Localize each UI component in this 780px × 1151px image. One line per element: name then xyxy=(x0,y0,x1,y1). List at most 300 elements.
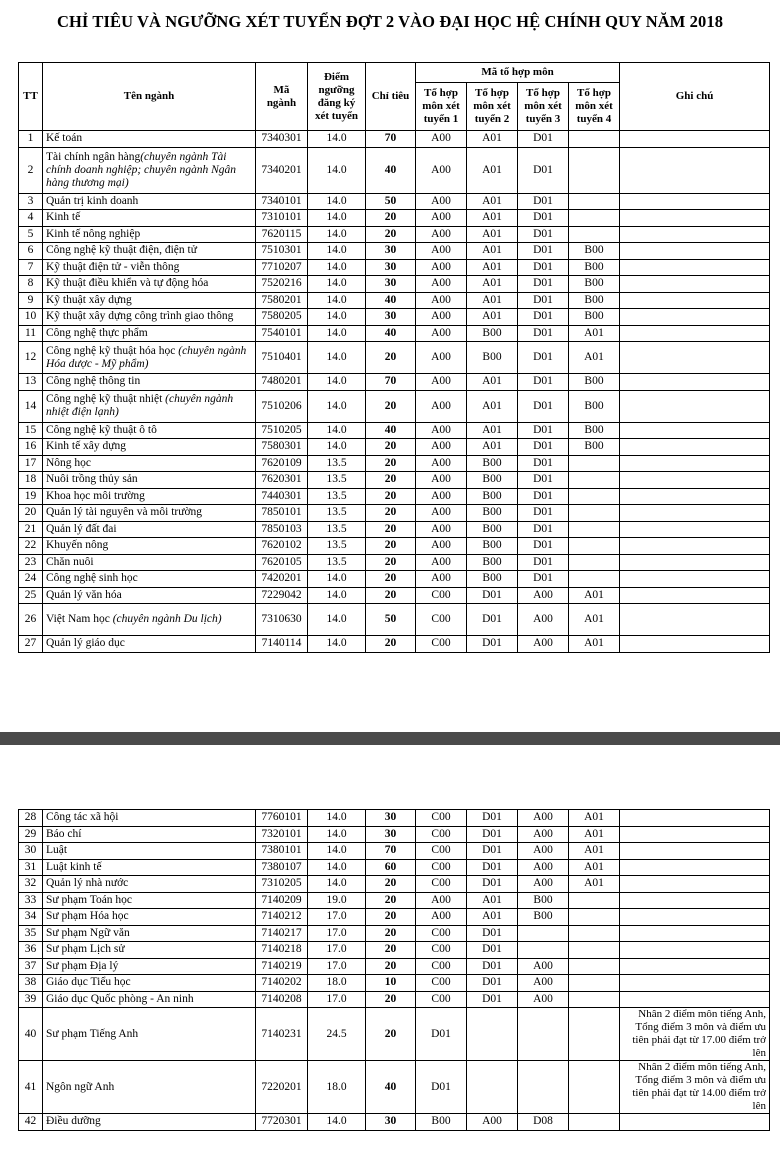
combo-4 xyxy=(569,193,620,210)
quota: 30 xyxy=(366,243,416,260)
combo-2: A01 xyxy=(467,243,518,260)
quota: 40 xyxy=(366,325,416,342)
program-specialization: (chuyên ngành Du lịch) xyxy=(112,613,222,625)
program-name-text: Kế toán xyxy=(46,132,83,145)
threshold-score: 17.0 xyxy=(308,942,366,959)
combo-3: A00 xyxy=(518,975,569,992)
quota: 70 xyxy=(366,131,416,148)
combo-1: A00 xyxy=(416,210,467,227)
row-number: 24 xyxy=(19,571,43,588)
combo-3: A00 xyxy=(518,859,569,876)
quota: 70 xyxy=(366,374,416,391)
combo-2: B00 xyxy=(467,455,518,472)
program-name-text: Chăn nuôi xyxy=(46,555,94,568)
program-name xyxy=(43,991,256,1008)
combo-3: D01 xyxy=(518,193,569,210)
program-name xyxy=(43,876,256,893)
note xyxy=(620,147,770,193)
program-name xyxy=(43,810,256,827)
combo-3: D01 xyxy=(518,554,569,571)
row-number: 5 xyxy=(19,226,43,243)
program-name-text: Kinh tế xyxy=(46,211,81,224)
row-number: 25 xyxy=(19,587,43,604)
program-code: 7760101 xyxy=(256,810,308,827)
combo-3: A00 xyxy=(518,876,569,893)
quota: 20 xyxy=(366,390,416,422)
combo-2 xyxy=(467,1061,518,1114)
row-number: 16 xyxy=(19,439,43,456)
quota: 60 xyxy=(366,859,416,876)
threshold-score: 24.5 xyxy=(308,1008,366,1061)
combo-1: C00 xyxy=(416,876,467,893)
program-code: 7140114 xyxy=(256,636,308,653)
combo-1: C00 xyxy=(416,843,467,860)
quota: 30 xyxy=(366,1114,416,1131)
combo-4 xyxy=(569,505,620,522)
program-code: 7320101 xyxy=(256,826,308,843)
combo-4 xyxy=(569,975,620,992)
quota: 20 xyxy=(366,439,416,456)
note xyxy=(620,942,770,959)
combo-1: A00 xyxy=(416,193,467,210)
combo-3: D01 xyxy=(518,276,569,293)
threshold-score: 14.0 xyxy=(308,826,366,843)
quota: 20 xyxy=(366,538,416,555)
header-quota: Chỉ tiêu xyxy=(366,63,416,131)
program-name xyxy=(43,1008,256,1061)
program-code: 7140217 xyxy=(256,925,308,942)
program-name xyxy=(43,587,256,604)
combo-3: A00 xyxy=(518,991,569,1008)
program-name xyxy=(43,925,256,942)
combo-1: A00 xyxy=(416,505,467,522)
program-name xyxy=(43,942,256,959)
combo-2 xyxy=(467,1008,518,1061)
combo-2: A01 xyxy=(467,259,518,276)
threshold-score: 17.0 xyxy=(308,909,366,926)
combo-4 xyxy=(569,942,620,959)
header-name: Tên ngành xyxy=(43,63,256,131)
program-name xyxy=(43,521,256,538)
quota: 30 xyxy=(366,259,416,276)
program-name-text: Sư phạm Toán học xyxy=(46,893,133,906)
combo-4: B00 xyxy=(569,390,620,422)
quota: 20 xyxy=(366,554,416,571)
combo-3: B00 xyxy=(518,892,569,909)
table-row xyxy=(19,826,770,843)
combo-3: D01 xyxy=(518,505,569,522)
combo-1: C00 xyxy=(416,991,467,1008)
program-name xyxy=(43,342,256,374)
program-name-text: Sư phạm Địa lý xyxy=(46,959,119,972)
combo-1: A00 xyxy=(416,342,467,374)
combo-4 xyxy=(569,147,620,193)
combo-1: A00 xyxy=(416,554,467,571)
program-code: 7480201 xyxy=(256,374,308,391)
combo-3 xyxy=(518,1061,569,1114)
row-number: 38 xyxy=(19,975,43,992)
threshold-score: 14.0 xyxy=(308,243,366,260)
program-code: 7140231 xyxy=(256,1008,308,1061)
threshold-score: 14.0 xyxy=(308,390,366,422)
program-name-text: Việt Nam học xyxy=(46,613,113,625)
combo-1: A00 xyxy=(416,309,467,326)
table-row xyxy=(19,259,770,276)
threshold-score: 13.5 xyxy=(308,505,366,522)
threshold-score: 17.0 xyxy=(308,958,366,975)
combo-1: C00 xyxy=(416,587,467,604)
threshold-score: 13.5 xyxy=(308,472,366,489)
combo-2: A01 xyxy=(467,131,518,148)
combo-4 xyxy=(569,488,620,505)
note xyxy=(620,925,770,942)
combo-1: A00 xyxy=(416,226,467,243)
combo-3: D01 xyxy=(518,147,569,193)
row-number: 19 xyxy=(19,488,43,505)
threshold-score: 14.0 xyxy=(308,374,366,391)
program-name xyxy=(43,488,256,505)
quota: 40 xyxy=(366,147,416,193)
row-number: 1 xyxy=(19,131,43,148)
quota: 50 xyxy=(366,193,416,210)
quota: 20 xyxy=(366,342,416,374)
program-name-text: Công nghệ sinh học xyxy=(46,572,138,585)
note xyxy=(620,439,770,456)
program-name-text: Sư phạm Lịch sử xyxy=(46,943,125,956)
row-number: 22 xyxy=(19,538,43,555)
combo-3: A00 xyxy=(518,604,569,636)
combo-4: B00 xyxy=(569,292,620,309)
program-code: 7620109 xyxy=(256,455,308,472)
program-name-text: Báo chí xyxy=(46,827,82,840)
program-name-text: Công nghệ thực phẩm xyxy=(46,326,148,339)
note xyxy=(620,991,770,1008)
combo-2: A01 xyxy=(467,374,518,391)
threshold-score: 14.0 xyxy=(308,810,366,827)
combo-4 xyxy=(569,991,620,1008)
threshold-score: 14.0 xyxy=(308,193,366,210)
threshold-score: 14.0 xyxy=(308,259,366,276)
threshold-score: 13.5 xyxy=(308,455,366,472)
note xyxy=(620,958,770,975)
table-row xyxy=(19,422,770,439)
program-name xyxy=(43,636,256,653)
combo-2: D01 xyxy=(467,876,518,893)
note xyxy=(620,226,770,243)
table-row xyxy=(19,892,770,909)
program-name-text: Ngôn ngữ Anh xyxy=(46,1080,115,1093)
combo-2: B00 xyxy=(467,538,518,555)
combo-3: D01 xyxy=(518,472,569,489)
combo-2: D01 xyxy=(467,975,518,992)
combo-4 xyxy=(569,210,620,227)
combo-3: A00 xyxy=(518,843,569,860)
combo-2: D01 xyxy=(467,991,518,1008)
combo-1: A00 xyxy=(416,259,467,276)
combo-1: A00 xyxy=(416,147,467,193)
program-name xyxy=(43,243,256,260)
row-number: 14 xyxy=(19,390,43,422)
combo-2: A01 xyxy=(467,892,518,909)
quota: 40 xyxy=(366,422,416,439)
row-number: 41 xyxy=(19,1061,43,1114)
note xyxy=(620,826,770,843)
program-code: 7140209 xyxy=(256,892,308,909)
admission-table-page-1 xyxy=(18,62,770,653)
combo-3: D01 xyxy=(518,439,569,456)
note xyxy=(620,374,770,391)
note xyxy=(620,472,770,489)
combo-4 xyxy=(569,472,620,489)
program-name-text: Công nghệ kỹ thuật nhiệt xyxy=(46,393,166,405)
row-number: 21 xyxy=(19,521,43,538)
threshold-score: 18.0 xyxy=(308,1061,366,1114)
program-name-text: Nông học xyxy=(46,456,92,469)
table-row xyxy=(19,455,770,472)
combo-3: A00 xyxy=(518,810,569,827)
threshold-score: 14.0 xyxy=(308,292,366,309)
row-number: 15 xyxy=(19,422,43,439)
combo-4: A01 xyxy=(569,859,620,876)
program-code: 7620301 xyxy=(256,472,308,489)
program-code: 7540101 xyxy=(256,325,308,342)
quota: 20 xyxy=(366,925,416,942)
combo-4 xyxy=(569,892,620,909)
program-name-text: Kỹ thuật điện tử - viễn thông xyxy=(46,260,180,273)
threshold-score: 14.0 xyxy=(308,342,366,374)
note: Nhân 2 điểm môn tiếng Anh, Tổng điểm 3 môn và điểm ưu tiên phải đạt từ 14.00 điểm trở lên xyxy=(620,1061,770,1114)
row-number: 39 xyxy=(19,991,43,1008)
row-number: 13 xyxy=(19,374,43,391)
row-number: 12 xyxy=(19,342,43,374)
table-row xyxy=(19,1008,770,1061)
program-name-text: Kỹ thuật xây dựng xyxy=(46,293,132,306)
program-name-text: Giáo dục Quốc phòng - An ninh xyxy=(46,992,194,1005)
quota: 20 xyxy=(366,521,416,538)
combo-2: D01 xyxy=(467,587,518,604)
combo-4 xyxy=(569,455,620,472)
program-code: 7140218 xyxy=(256,942,308,959)
threshold-score: 14.0 xyxy=(308,325,366,342)
combo-2: A01 xyxy=(467,210,518,227)
table-row xyxy=(19,942,770,959)
program-name xyxy=(43,472,256,489)
program-name xyxy=(43,259,256,276)
combo-4: A01 xyxy=(569,810,620,827)
threshold-score: 13.5 xyxy=(308,488,366,505)
program-code: 7420201 xyxy=(256,571,308,588)
program-name xyxy=(43,859,256,876)
combo-2: A01 xyxy=(467,909,518,926)
program-code: 7580205 xyxy=(256,309,308,326)
note xyxy=(620,505,770,522)
quota: 20 xyxy=(366,876,416,893)
table-row xyxy=(19,810,770,827)
combo-2: B00 xyxy=(467,505,518,522)
combo-2: A01 xyxy=(467,147,518,193)
combo-4: A01 xyxy=(569,342,620,374)
note xyxy=(620,488,770,505)
header-combo-4: Tổ hợp môn xét tuyển 4 xyxy=(569,83,620,131)
program-code: 7310205 xyxy=(256,876,308,893)
program-name xyxy=(43,226,256,243)
combo-4: B00 xyxy=(569,259,620,276)
combo-2: B00 xyxy=(467,342,518,374)
combo-1: D01 xyxy=(416,1008,467,1061)
table-row xyxy=(19,876,770,893)
row-number: 29 xyxy=(19,826,43,843)
combo-2: D01 xyxy=(467,604,518,636)
program-name xyxy=(43,892,256,909)
table-row xyxy=(19,1061,770,1114)
combo-2: D01 xyxy=(467,826,518,843)
combo-1: A00 xyxy=(416,422,467,439)
combo-2: D01 xyxy=(467,925,518,942)
row-number: 37 xyxy=(19,958,43,975)
program-code: 7620102 xyxy=(256,538,308,555)
note xyxy=(620,342,770,374)
table-row xyxy=(19,587,770,604)
combo-3: D01 xyxy=(518,292,569,309)
program-name xyxy=(43,909,256,926)
program-name-text: Công tác xã hội xyxy=(46,811,119,824)
note xyxy=(620,909,770,926)
table-row xyxy=(19,571,770,588)
threshold-score: 13.5 xyxy=(308,554,366,571)
program-code: 7310630 xyxy=(256,604,308,636)
combo-3: D01 xyxy=(518,455,569,472)
combo-1: A00 xyxy=(416,131,467,148)
combo-1: C00 xyxy=(416,975,467,992)
quota: 30 xyxy=(366,309,416,326)
note xyxy=(620,1114,770,1131)
combo-4: A01 xyxy=(569,636,620,653)
combo-1: A00 xyxy=(416,439,467,456)
table-row xyxy=(19,859,770,876)
program-name-text: Kinh tế xây dựng xyxy=(46,440,127,453)
row-number: 8 xyxy=(19,276,43,293)
quota: 20 xyxy=(366,636,416,653)
program-code: 7440301 xyxy=(256,488,308,505)
program-code: 7620115 xyxy=(256,226,308,243)
threshold-score: 13.5 xyxy=(308,538,366,555)
quota: 20 xyxy=(366,958,416,975)
combo-2: B00 xyxy=(467,472,518,489)
combo-4: A01 xyxy=(569,325,620,342)
threshold-score: 14.0 xyxy=(308,131,366,148)
page-separator xyxy=(0,732,780,745)
note xyxy=(620,636,770,653)
combo-3: D01 xyxy=(518,210,569,227)
quota: 10 xyxy=(366,975,416,992)
program-name xyxy=(43,843,256,860)
combo-2: A01 xyxy=(467,439,518,456)
table-row xyxy=(19,309,770,326)
threshold-score: 14.0 xyxy=(308,147,366,193)
quota: 20 xyxy=(366,226,416,243)
row-number: 35 xyxy=(19,925,43,942)
program-code: 7229042 xyxy=(256,587,308,604)
program-name-text: Luật xyxy=(46,844,68,857)
program-name xyxy=(43,422,256,439)
row-number: 30 xyxy=(19,843,43,860)
table-row xyxy=(19,210,770,227)
combo-1: A00 xyxy=(416,374,467,391)
header-code: Mã ngành xyxy=(256,63,308,131)
program-name xyxy=(43,309,256,326)
quota: 20 xyxy=(366,892,416,909)
program-name-text: Quản lý nhà nước xyxy=(46,877,129,890)
combo-3: A00 xyxy=(518,826,569,843)
program-code: 7520216 xyxy=(256,276,308,293)
table-row xyxy=(19,505,770,522)
program-code: 7510205 xyxy=(256,422,308,439)
row-number: 23 xyxy=(19,554,43,571)
combo-3: D01 xyxy=(518,226,569,243)
threshold-score: 14.0 xyxy=(308,587,366,604)
combo-1: A00 xyxy=(416,571,467,588)
table-row xyxy=(19,488,770,505)
row-number: 40 xyxy=(19,1008,43,1061)
threshold-score: 14.0 xyxy=(308,309,366,326)
program-code: 7850103 xyxy=(256,521,308,538)
note xyxy=(620,243,770,260)
row-number: 18 xyxy=(19,472,43,489)
combo-3: D01 xyxy=(518,243,569,260)
threshold-score: 14.0 xyxy=(308,571,366,588)
note xyxy=(620,131,770,148)
combo-2: D01 xyxy=(467,843,518,860)
quota: 30 xyxy=(366,276,416,293)
combo-4 xyxy=(569,554,620,571)
row-number: 33 xyxy=(19,892,43,909)
program-name-text: Kỹ thuật điều khiển và tự động hóa xyxy=(46,277,209,290)
program-name xyxy=(43,604,256,636)
combo-3: D01 xyxy=(518,374,569,391)
row-number: 17 xyxy=(19,455,43,472)
program-code: 7140208 xyxy=(256,991,308,1008)
table-row xyxy=(19,843,770,860)
program-code: 7510206 xyxy=(256,390,308,422)
combo-1: C00 xyxy=(416,859,467,876)
quota: 20 xyxy=(366,1008,416,1061)
combo-4 xyxy=(569,521,620,538)
threshold-score: 14.0 xyxy=(308,276,366,293)
combo-2: B00 xyxy=(467,554,518,571)
table-row xyxy=(19,909,770,926)
note xyxy=(620,193,770,210)
row-number: 10 xyxy=(19,309,43,326)
program-name-text: Luật kinh tế xyxy=(46,860,102,873)
combo-1: A00 xyxy=(416,390,467,422)
note xyxy=(620,422,770,439)
combo-3 xyxy=(518,1008,569,1061)
program-name-text: Khoa học môi trường xyxy=(46,489,145,502)
threshold-score: 14.0 xyxy=(308,843,366,860)
program-name-text: Khuyến nông xyxy=(46,539,109,552)
combo-4: B00 xyxy=(569,243,620,260)
combo-3: D01 xyxy=(518,309,569,326)
combo-2: D01 xyxy=(467,859,518,876)
combo-3: D01 xyxy=(518,131,569,148)
note xyxy=(620,325,770,342)
quota: 70 xyxy=(366,843,416,860)
program-specialization: (chuyên ngành Hóa dược - Mỹ phẩm) xyxy=(46,344,247,370)
combo-4 xyxy=(569,925,620,942)
program-code: 7310101 xyxy=(256,210,308,227)
quota: 30 xyxy=(366,826,416,843)
table-row xyxy=(19,439,770,456)
